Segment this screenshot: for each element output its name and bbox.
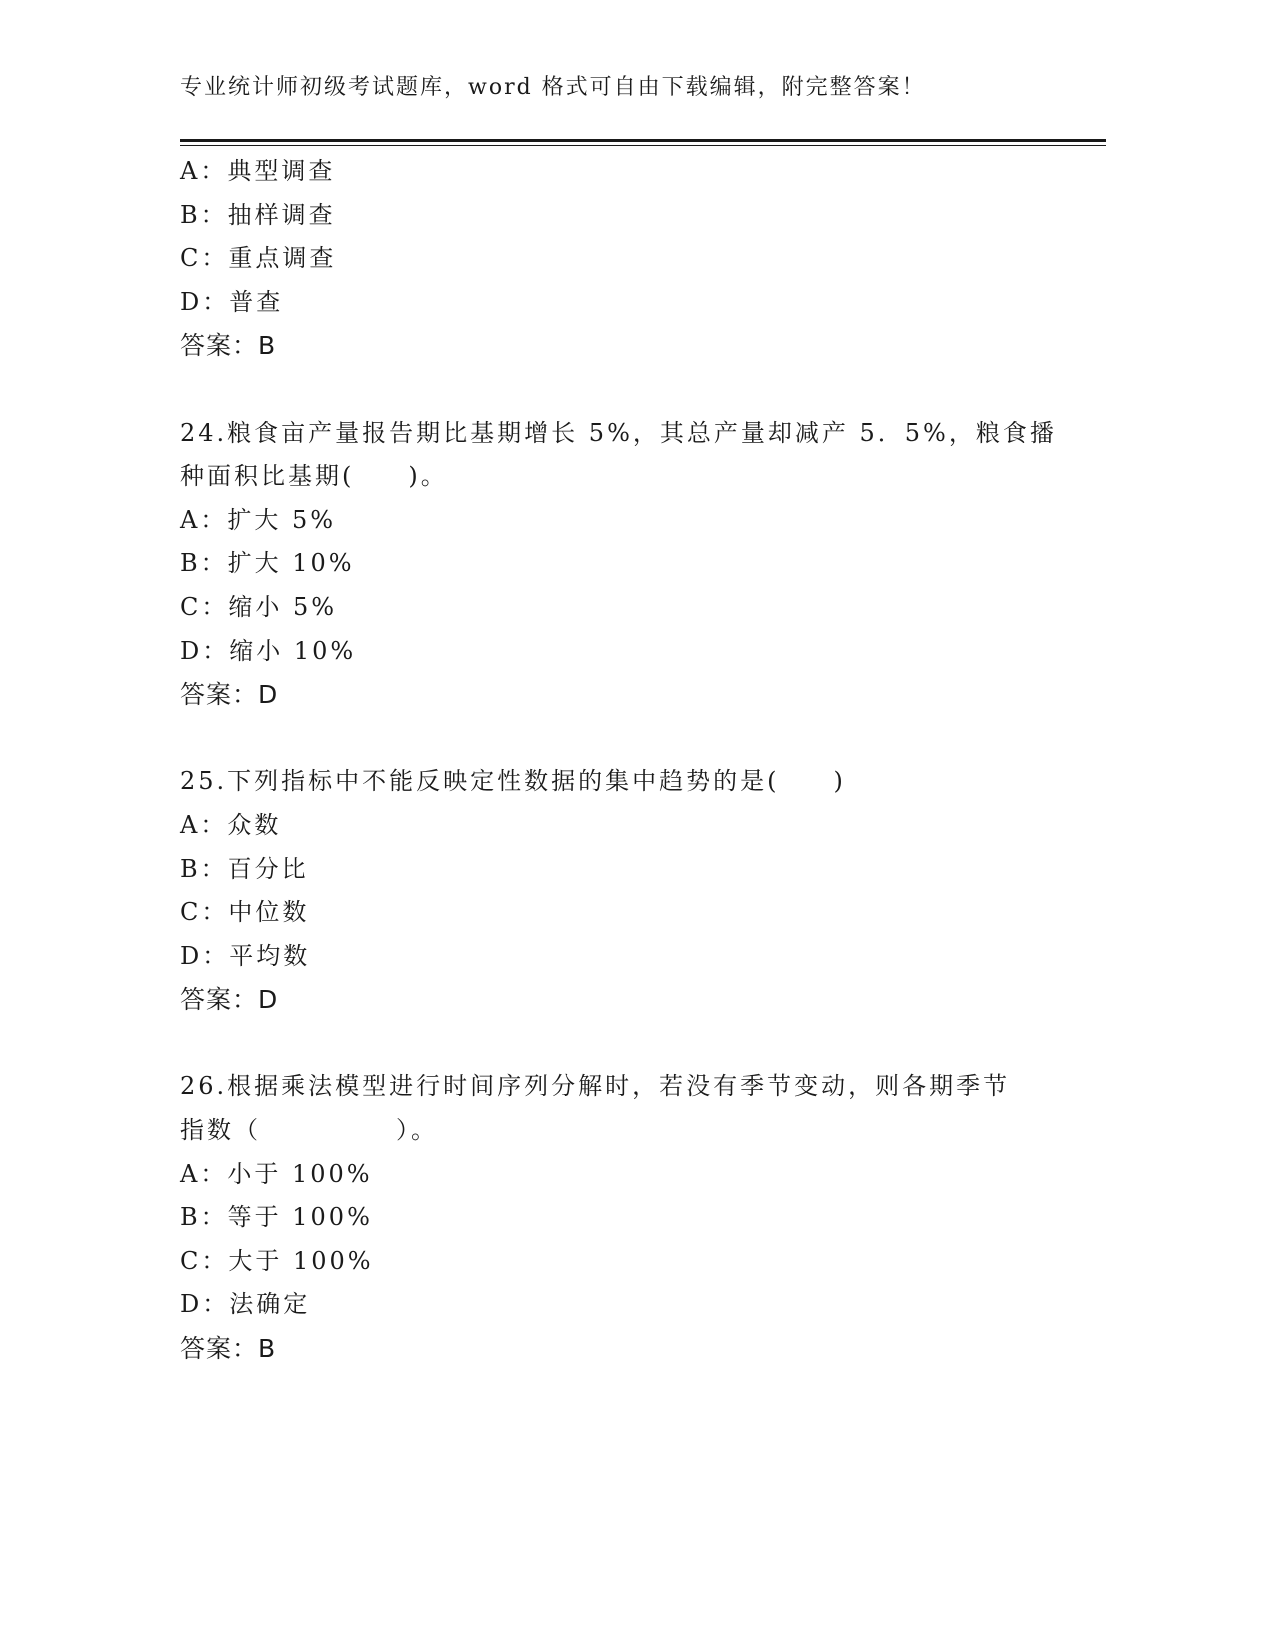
answer-line: 答案：B [180,331,277,361]
option-b: B：等于 100% [180,1203,373,1232]
question-25 [180,760,1040,1022]
question-stem-line1: 25.下列指标中不能反映定性数据的集中趋势的是( ) [180,767,846,796]
option-b: B：扩大 10% [180,549,355,578]
option-a: A：小于 100% [180,1159,373,1188]
option-d: D：缩小 10% [180,636,357,665]
question-stem-line2: 指数（ ）。 [180,1116,438,1145]
header-divider-thin [180,145,1106,146]
option-b: B：抽样调查 [180,200,336,229]
option-c: C：缩小 5% [180,592,338,621]
option-d: D：普查 [180,287,284,316]
option-b: B：百分比 [180,854,309,883]
page-header: 专业统计师初级考试题库，word 格式可自由下载编辑，附完整答案！ [180,75,926,100]
spacer [180,368,1040,412]
option-a: A：扩大 5% [180,505,337,534]
option-c: C：中位数 [180,898,310,927]
option-c: C：大于 100% [180,1246,374,1275]
answer-line: 答案：D [180,680,279,710]
spacer [180,1022,1040,1066]
option-c: C：重点调查 [180,244,337,273]
option-a: A：典型调查 [180,157,336,185]
spacer [180,717,1040,761]
question-stem-line2: 种面积比基期( )。 [180,462,448,491]
question-24 [180,412,1057,717]
option-d: D：平均数 [180,941,311,970]
question-23 [180,150,1040,368]
header-divider-thick [180,139,1106,142]
question-26 [180,1065,1040,1370]
answer-line: 答案：D [180,985,279,1015]
question-stem-line1: 24.粮食亩产量报告期比基期增长 5%，其总产量却减产 5．5%，粮食播 [180,418,1057,447]
answer-line: 答案：B [180,1334,277,1364]
option-a: A：众数 [180,810,282,839]
option-d: D：法确定 [180,1290,311,1319]
question-stem-line1: 26.根据乘法模型进行时间序列分解时，若没有季节变动，则各期季节 [180,1072,1011,1101]
question-list [180,150,1057,1371]
